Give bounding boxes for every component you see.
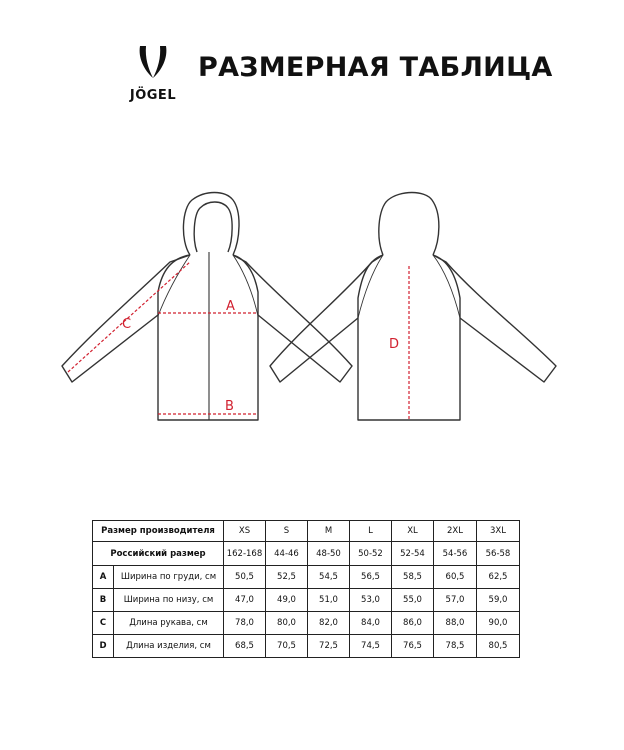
value-cell: 60,5 [434,566,477,589]
value-cell: 50,5 [224,566,266,589]
value-cell: 78,0 [224,612,266,635]
jacket-back [270,193,556,421]
value-cell: 59,0 [477,589,520,612]
value-cell: 90,0 [477,612,520,635]
value-cell: 68,5 [224,635,266,658]
table-row [93,635,520,658]
value-cell: 53,0 [350,589,392,612]
label-a: A [226,299,235,314]
value-cell: 62,5 [477,566,520,589]
value-cell: 54,5 [308,566,350,589]
label-d: D [389,337,400,352]
label-c: C [122,317,132,332]
ru-size-cell: 52-54 [392,542,434,566]
row-label: Длина рукава, см [114,612,224,635]
value-cell: 55,0 [392,589,434,612]
value-cell: 84,0 [350,612,392,635]
page-title: РАЗМЕРНАЯ ТАБЛИЦА [198,52,553,83]
value-cell: 49,0 [266,589,308,612]
row-label: Ширина по груди, см [114,566,224,589]
value-cell: 47,0 [224,589,266,612]
ru-size-cell: 54-56 [434,542,477,566]
size-cell: 3XL [477,521,520,542]
value-cell: 82,0 [308,612,350,635]
row-label: Ширина по низу, см [114,589,224,612]
measure-lines-front [68,262,258,414]
row-letter: B [93,589,114,612]
size-cell: S [266,521,308,542]
value-cell: 86,0 [392,612,434,635]
size-cell: L [350,521,392,542]
ru-label: Российский размер [93,542,224,566]
value-cell: 74,5 [350,635,392,658]
value-cell: 70,5 [266,635,308,658]
value-cell: 80,0 [266,612,308,635]
table-row [93,612,520,635]
header-label: Размер производителя [93,521,224,542]
size-cell: XL [392,521,434,542]
row-label: Длина изделия, см [114,635,224,658]
jacket-front [62,193,352,421]
value-cell: 52,5 [266,566,308,589]
size-table [92,520,520,658]
size-cell: XS [224,521,266,542]
value-cell: 80,5 [477,635,520,658]
value-cell: 72,5 [308,635,350,658]
size-cell: M [308,521,350,542]
value-cell: 88,0 [434,612,477,635]
row-letter: A [93,566,114,589]
label-b: B [225,399,234,414]
ru-size-cell: 48-50 [308,542,350,566]
row-letter: D [93,635,114,658]
value-cell: 57,0 [434,589,477,612]
logo-text: JÖGEL [129,88,177,103]
table-row [93,566,520,589]
size-cell: 2XL [434,521,477,542]
value-cell: 76,5 [392,635,434,658]
ru-size-cell: 44-46 [266,542,308,566]
value-cell: 78,5 [434,635,477,658]
table-header-row [93,521,520,542]
value-cell: 58,5 [392,566,434,589]
table-ru-row [93,542,520,566]
row-letter: C [93,612,114,635]
ru-size-cell: 56-58 [477,542,520,566]
ru-size-cell: 50-52 [350,542,392,566]
ru-size-cell: 162-168 [224,542,266,566]
value-cell: 56,5 [350,566,392,589]
value-cell: 51,0 [308,589,350,612]
table-row [93,589,520,612]
